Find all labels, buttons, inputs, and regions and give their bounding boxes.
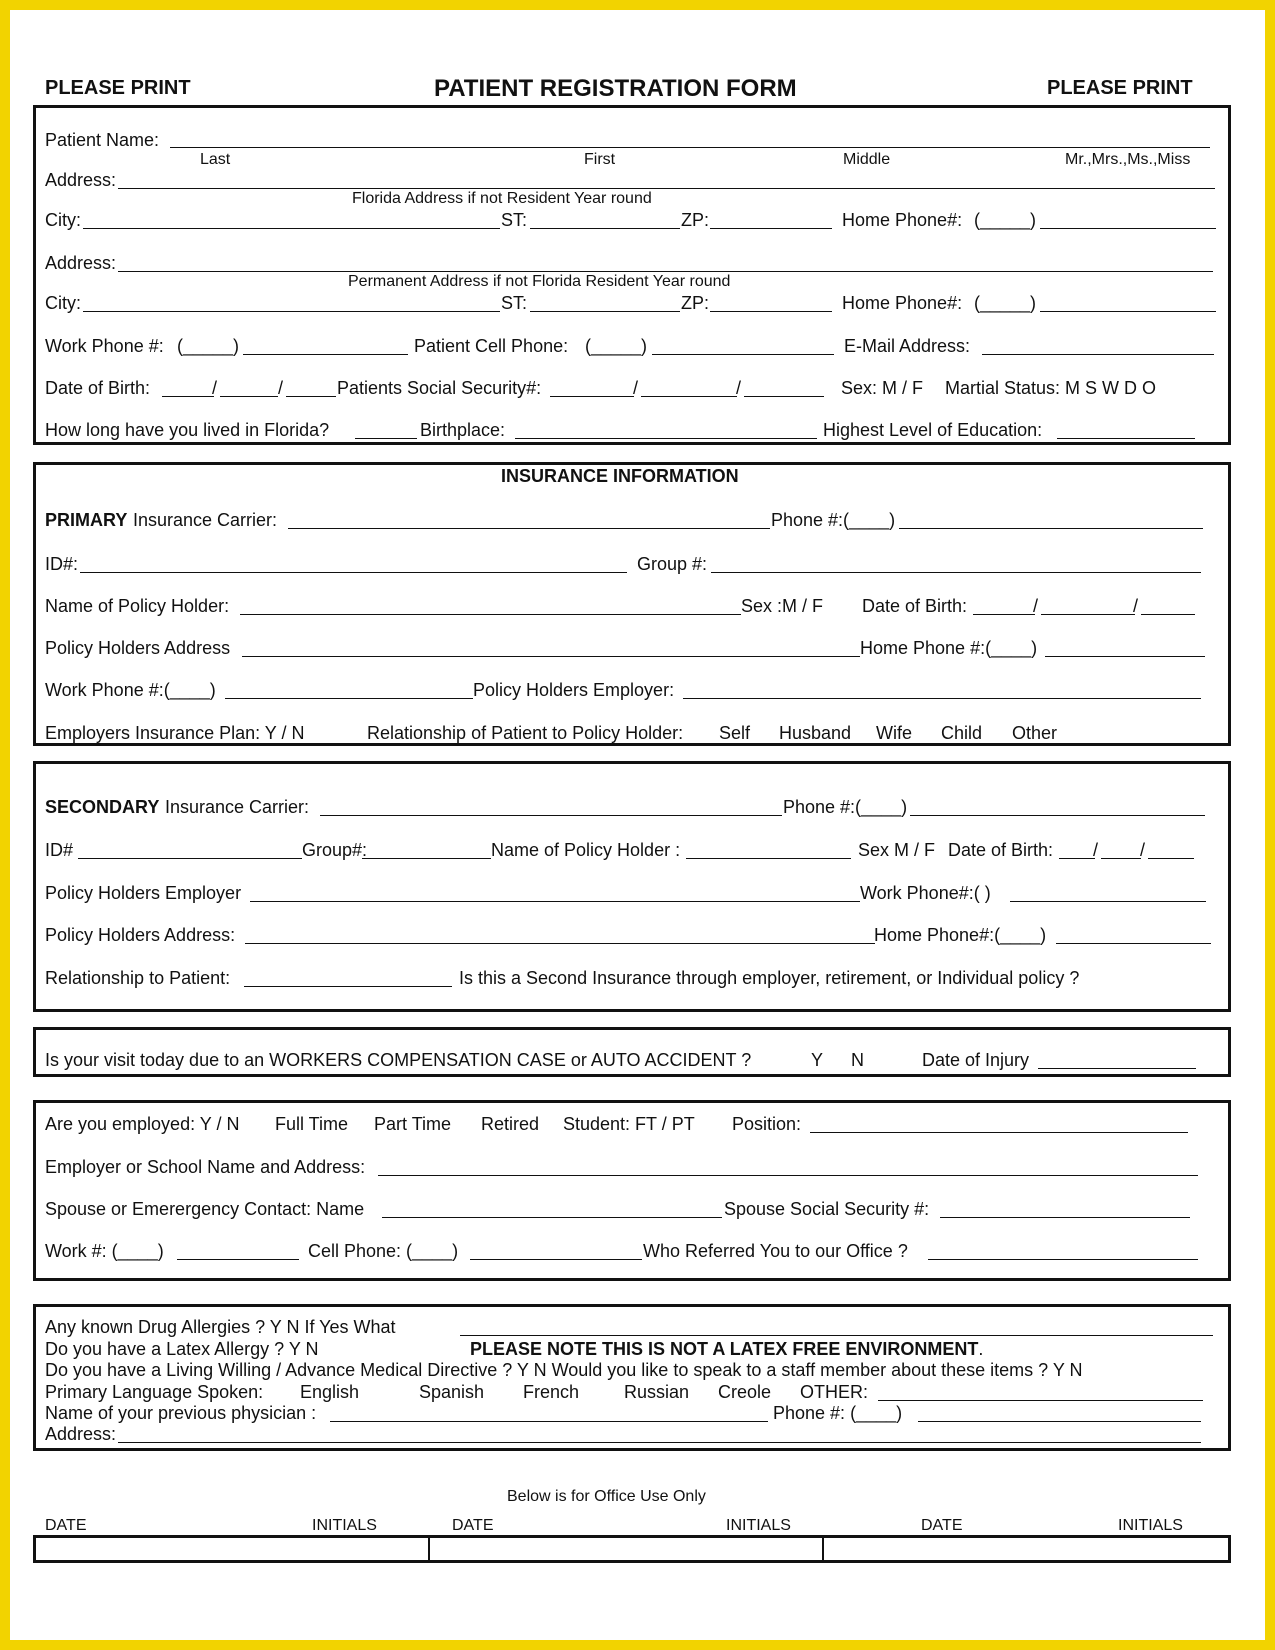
previous-physician-label: Name of your previous physician : [45, 1403, 317, 1423]
sex-label[interactable]: Sex: M / F [841, 378, 924, 398]
workers-comp-no[interactable]: N [851, 1050, 864, 1070]
office-initials-2: INITIALS [726, 1517, 791, 1534]
drug-allergies-field[interactable] [460, 1335, 1213, 1336]
home-phone2-field[interactable] [1040, 311, 1216, 312]
relationship-wife[interactable]: Wife [876, 723, 912, 743]
city-label: City: [45, 210, 81, 230]
physician-address-label: Address: [45, 1424, 117, 1444]
dob-day-field[interactable] [220, 396, 278, 397]
lived-in-florida-field[interactable] [355, 438, 417, 439]
primary-address-label: Policy Holders Address [45, 638, 231, 658]
marital-status-label[interactable]: Martial Status: M S W D O [945, 378, 1157, 398]
primary-phone-field[interactable] [899, 528, 1203, 529]
physician-phone-label: Phone #: (____) [773, 1403, 903, 1423]
language-english[interactable]: English [300, 1382, 360, 1402]
secondary-work-phone-field[interactable] [1010, 901, 1206, 902]
secondary-dob-slash-2: / [1140, 840, 1146, 860]
insurance-heading: INSURANCE INFORMATION [501, 466, 739, 486]
physician-address-field[interactable] [118, 1442, 1201, 1443]
language-french[interactable]: French [523, 1382, 580, 1402]
primary-dob-day-field[interactable] [1041, 614, 1135, 615]
office-use-box [33, 1535, 1231, 1563]
language-other-label: OTHER: [800, 1382, 869, 1402]
zp2-label: ZP: [681, 293, 710, 313]
workers-comp-yes[interactable]: Y [811, 1050, 824, 1070]
primary-holder-dob-label: Date of Birth: [862, 596, 968, 616]
form-title: PATIENT REGISTRATION FORM [434, 75, 797, 102]
secondary-phone-field[interactable] [910, 815, 1205, 816]
home-phone-label: Home Phone#: [842, 210, 963, 230]
secondary-id-field[interactable] [78, 858, 302, 859]
work-number-label: Work #: (____) [45, 1241, 164, 1261]
email-label: E-Mail Address: [844, 336, 971, 356]
home-phone-area: (_____) [974, 210, 1037, 230]
office-initials-3: INITIALS [1118, 1517, 1183, 1534]
secondary-employer-label: Policy Holders Employer [45, 883, 242, 903]
secondary-insurance-question: Is this a Second Insurance through employer, retirement, or Individual policy ? [459, 968, 1080, 988]
name-sub-last: Last [200, 151, 231, 168]
home-phone2-label: Home Phone#: [842, 293, 963, 313]
patient-name-field[interactable] [170, 147, 1210, 148]
dob-slash-1: / [212, 378, 218, 398]
language-other-field[interactable] [878, 1400, 1203, 1401]
date-of-injury-field[interactable] [1038, 1068, 1196, 1069]
office-divider-1 [428, 1535, 430, 1563]
secondary-holder-field[interactable] [686, 858, 851, 859]
secondary-relationship-field[interactable] [244, 986, 452, 987]
secondary-work-phone-label: Work Phone#:( ) [860, 883, 991, 903]
secondary-address-field[interactable] [245, 943, 875, 944]
secondary-relationship-label: Relationship to Patient: [45, 968, 231, 988]
secondary-dob-day-field[interactable] [1101, 858, 1141, 859]
position-field[interactable] [810, 1132, 1188, 1133]
relationship-other[interactable]: Other [1012, 723, 1058, 743]
address2-field[interactable] [118, 271, 1213, 272]
office-initials-1: INITIALS [312, 1517, 377, 1534]
primary-id-field[interactable] [80, 572, 627, 573]
spouse-ssn-field[interactable] [940, 1217, 1190, 1218]
primary-holder-label: Name of Policy Holder: [45, 596, 230, 616]
ssn-label: Patients Social Security#: [337, 378, 542, 398]
primary-group-field[interactable] [711, 572, 1201, 573]
home-phone-field[interactable] [1040, 228, 1216, 229]
primary-home-phone-field[interactable] [1045, 656, 1205, 657]
please-print-left: PLEASE PRINT [45, 77, 191, 99]
secondary-carrier-field[interactable] [320, 815, 782, 816]
please-print-right: PLEASE PRINT [1047, 77, 1193, 99]
primary-id-label: ID#: [45, 554, 79, 574]
zp-label: ZP: [681, 210, 710, 230]
cell-phone2-label: Cell Phone: (____) [308, 1241, 459, 1261]
secondary-id-label: ID# [45, 840, 74, 860]
office-use-note: Below is for Office Use Only [507, 1488, 706, 1505]
secondary-dob-label: Date of Birth: [948, 840, 1054, 860]
relationship-child[interactable]: Child [941, 723, 983, 743]
zp-field[interactable] [710, 228, 832, 229]
office-date-3: DATE [921, 1517, 963, 1534]
primary-plan-label[interactable]: Employers Insurance Plan: Y / N [45, 723, 305, 743]
cell-phone-area: (_____) [585, 336, 648, 356]
name-sub-middle: Middle [843, 151, 891, 168]
living-will-label: Do you have a Living Willing / Advance Medical Directive ? Y N Would you like to speak to a staff member about these items ? Y N [45, 1360, 1083, 1380]
permanent-address-note: Permanent Address if not Florida Resident Year round [348, 273, 731, 290]
office-date-2: DATE [452, 1517, 494, 1534]
referred-label: Who Referred You to our Office ? [643, 1241, 908, 1261]
employed-label[interactable]: Are you employed: Y / N [45, 1114, 240, 1134]
latex-warning-text: PLEASE NOTE THIS IS NOT A LATEX FREE ENVIRONMENT [470, 1339, 979, 1359]
primary-dob-month-field[interactable] [973, 614, 1035, 615]
cell-phone-label: Patient Cell Phone: [414, 336, 569, 356]
work-phone-area: (_____) [177, 336, 240, 356]
st2-field[interactable] [530, 311, 680, 312]
st-field[interactable] [530, 228, 680, 229]
secondary-label: SECONDARY [45, 797, 160, 817]
secondary-holder-sex[interactable]: Sex M / F [858, 840, 936, 860]
education-label: Highest Level of Education: [823, 420, 1043, 440]
date-of-injury-label: Date of Injury [922, 1050, 1030, 1070]
primary-holder-field[interactable] [240, 614, 741, 615]
st2-label: ST: [501, 293, 528, 313]
name-sub-first: First [584, 151, 616, 168]
secondary-group-field[interactable] [362, 858, 491, 859]
dob-year-field[interactable] [286, 396, 336, 397]
work-number-field[interactable] [177, 1259, 299, 1260]
previous-physician-field[interactable] [330, 1421, 768, 1422]
employer-school-label: Employer or School Name and Address: [45, 1157, 366, 1177]
secondary-employer-field[interactable] [250, 901, 860, 902]
latex-warning [470, 1339, 983, 1359]
address-field[interactable] [118, 188, 1215, 189]
cell-phone2-field[interactable] [470, 1259, 642, 1260]
zp2-field[interactable] [710, 311, 832, 312]
latex-allergy-label: Do you have a Latex Allergy ? Y N [45, 1339, 319, 1359]
primary-carrier-label: Insurance Carrier: [133, 510, 278, 530]
spouse-ssn-label: Spouse Social Security #: [724, 1199, 930, 1219]
primary-label: PRIMARY [45, 510, 128, 530]
dob-label: Date of Birth: [45, 378, 151, 398]
education-field[interactable] [1057, 438, 1195, 439]
name-sub-title: Mr.,Mrs.,Ms.,Miss [1065, 151, 1191, 168]
primary-work-phone-field[interactable] [225, 698, 473, 699]
secondary-carrier-label: Insurance Carrier: [165, 797, 310, 817]
st-label: ST: [501, 210, 528, 230]
primary-address-field[interactable] [242, 656, 860, 657]
primary-home-phone-label: Home Phone #:(____) [860, 638, 1038, 658]
ssn-part2-field[interactable] [641, 396, 737, 397]
ssn-slash-2: / [736, 378, 742, 398]
employer-school-field[interactable] [378, 1175, 1198, 1176]
relationship-husband[interactable]: Husband [779, 723, 852, 743]
workers-comp-question: Is your visit today due to an WORKERS COMPENSATION CASE or AUTO ACCIDENT ? [45, 1050, 752, 1070]
work-phone-label: Work Phone #: [45, 336, 164, 356]
employment-part-time[interactable]: Part Time [374, 1114, 452, 1134]
address-label: Address: [45, 170, 117, 190]
referred-field[interactable] [928, 1259, 1198, 1260]
primary-employer-label: Policy Holders Employer: [473, 680, 675, 700]
lived-in-florida-label: How long have you lived in Florida? [45, 420, 330, 440]
secondary-home-phone-label: Home Phone#:(____) [874, 925, 1047, 945]
primary-work-phone-label: Work Phone #:(____) [45, 680, 216, 700]
dob-slash-2: / [278, 378, 284, 398]
drug-allergies-label: Any known Drug Allergies ? Y N If Yes What [45, 1317, 396, 1337]
form-page [10, 10, 1265, 1640]
secondary-dob-month-field[interactable] [1059, 858, 1095, 859]
relationship-self[interactable]: Self [719, 723, 751, 743]
secondary-group-label: Group#: [302, 840, 368, 860]
spouse-contact-field[interactable] [382, 1217, 722, 1218]
office-divider-2 [822, 1535, 824, 1563]
language-russian[interactable]: Russian [624, 1382, 690, 1402]
secondary-dob-slash-1: / [1093, 840, 1099, 860]
employment-full-time[interactable]: Full Time [275, 1114, 349, 1134]
ssn-part1-field[interactable] [550, 396, 634, 397]
florida-address-note: Florida Address if not Resident Year round [352, 190, 652, 207]
language-creole[interactable]: Creole [718, 1382, 772, 1402]
birthplace-field[interactable] [515, 438, 817, 439]
primary-dob-slash-1: / [1033, 596, 1039, 616]
city2-field[interactable] [83, 311, 500, 312]
dob-month-field[interactable] [162, 396, 214, 397]
employment-retired[interactable]: Retired [481, 1114, 540, 1134]
ssn-part3-field[interactable] [744, 396, 824, 397]
latex-warning-period: . [978, 1339, 984, 1359]
primary-relationship-label: Relationship of Patient to Policy Holder: [367, 723, 684, 743]
cell-phone-field[interactable] [652, 354, 834, 355]
patient-name-label: Patient Name: [45, 130, 160, 150]
secondary-address-label: Policy Holders Address: [45, 925, 236, 945]
ssn-slash-1: / [633, 378, 639, 398]
office-date-1: DATE [45, 1517, 87, 1534]
primary-holder-sex[interactable]: Sex :M / F [741, 596, 824, 616]
home-phone2-area: (_____) [974, 293, 1037, 313]
language-label: Primary Language Spoken: [45, 1382, 264, 1402]
city-field[interactable] [83, 228, 500, 229]
primary-group-label: Group #: [637, 554, 708, 574]
secondary-holder-label: Name of Policy Holder : [491, 840, 681, 860]
primary-carrier-field[interactable] [288, 528, 770, 529]
secondary-dob-year-field[interactable] [1148, 858, 1194, 859]
primary-employer-field[interactable] [683, 698, 1201, 699]
position-label: Position: [732, 1114, 802, 1134]
employment-student[interactable]: Student: FT / PT [563, 1114, 695, 1134]
birthplace-label: Birthplace: [420, 420, 506, 440]
spouse-contact-label: Spouse or Emerergency Contact: Name [45, 1199, 365, 1219]
primary-dob-year-field[interactable] [1141, 614, 1195, 615]
secondary-phone-label: Phone #:(____) [783, 797, 908, 817]
address2-label: Address: [45, 253, 117, 273]
work-phone-field[interactable] [243, 354, 408, 355]
secondary-home-phone-field[interactable] [1056, 943, 1211, 944]
language-spanish[interactable]: Spanish [419, 1382, 485, 1402]
email-field[interactable] [982, 354, 1214, 355]
physician-phone-field[interactable] [918, 1421, 1201, 1422]
primary-phone-label: Phone #:(____) [771, 510, 896, 530]
primary-dob-slash-2: / [1133, 596, 1139, 616]
city2-label: City: [45, 293, 81, 313]
